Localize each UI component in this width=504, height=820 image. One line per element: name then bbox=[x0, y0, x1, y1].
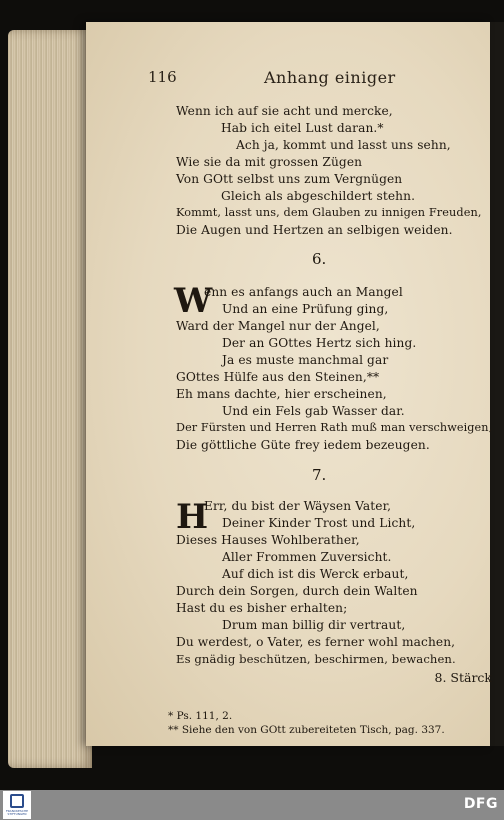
verse-line: Der Fürsten und Herren Rath muß man verschweigen, bbox=[176, 421, 493, 434]
drop-initial: H bbox=[176, 497, 209, 537]
book-page-edges bbox=[8, 30, 92, 768]
page-header bbox=[148, 68, 468, 92]
verse-line: Ach ja, kommt und lasst uns sehn, bbox=[236, 138, 451, 152]
verse-line: Du werdest, o Vater, es ferner wohl machen, bbox=[176, 635, 456, 649]
verse-line: Durch dein Sorgen, durch dein Walten bbox=[176, 584, 418, 598]
verse-line: Die göttliche Güte frey iedem bezeugen. bbox=[176, 438, 430, 452]
verse-line: Ward der Mangel nur der Angel, bbox=[176, 319, 380, 333]
verse-line: Hast du es bisher erhalten; bbox=[176, 601, 348, 615]
verse-line: Drum man billig dir vertraut, bbox=[222, 618, 406, 632]
viewer-footer-bar bbox=[0, 790, 504, 820]
verse-line: Auf dich ist dis Werck erbaut, bbox=[222, 567, 409, 581]
catchword: 8. Stärck bbox=[434, 670, 492, 685]
institution-logo[interactable] bbox=[3, 791, 31, 819]
verse-line: Eh mans dachte, hier erscheinen, bbox=[176, 387, 387, 401]
book-page bbox=[86, 22, 493, 746]
verse-line: Und ein Fels gab Wasser dar. bbox=[222, 404, 405, 418]
verse-line: Von GOtt selbst uns zum Vergnügen bbox=[176, 172, 403, 186]
stanza-number: 6. bbox=[312, 250, 327, 268]
page-number: 116 bbox=[148, 68, 177, 86]
verse-line: Kommt, lasst uns, dem Glauben zu innigen Freuden, bbox=[176, 206, 482, 219]
verse-line: Hab ich eitel Lust daran.* bbox=[221, 121, 384, 135]
logo-caption: FRANCKESCHE STIFTUNGEN bbox=[5, 809, 29, 816]
verse-line: Und an eine Prüfung ging, bbox=[222, 302, 389, 316]
verse-line: GOttes Hülfe aus den Steinen,** bbox=[176, 370, 380, 384]
logo-icon bbox=[10, 794, 24, 808]
verse-line: Die Augen und Hertzen an selbigen weiden. bbox=[176, 223, 453, 237]
verse-line: Wenn ich auf sie acht und mercke, bbox=[176, 104, 393, 118]
verse-line: Dieses Hauses Wohlberather, bbox=[176, 533, 360, 547]
verse-line: Aller Frommen Zuversicht. bbox=[222, 550, 392, 564]
verse-line: Deiner Kinder Trost und Licht, bbox=[222, 516, 416, 530]
dfg-logo[interactable]: DFG bbox=[463, 796, 498, 812]
facing-page-shadow bbox=[490, 22, 504, 746]
footnote: ** Siehe den von GOtt zubereiteten Tisch, pag. 337. bbox=[168, 724, 445, 736]
verse-line: Err, du bist der Wäysen Vater, bbox=[204, 499, 392, 513]
stanza-number: 7. bbox=[312, 466, 327, 484]
drop-initial: W bbox=[174, 281, 213, 321]
verse-line: enn es anfangs auch an Mangel bbox=[204, 285, 403, 299]
verse-line: Es gnädig beschützen, beschirmen, bewachen. bbox=[176, 652, 456, 666]
verse-line: Der an GOttes Hertz sich hing. bbox=[222, 336, 417, 350]
footnote: * Ps. 111, 2. bbox=[168, 710, 233, 722]
running-head: Anhang einiger bbox=[264, 68, 396, 87]
verse-line: Wie sie da mit grossen Zügen bbox=[176, 155, 363, 169]
verse-line: Ja es muste manchmal gar bbox=[222, 353, 389, 367]
verse-line: Gleich als abgeschildert stehn. bbox=[221, 189, 416, 203]
